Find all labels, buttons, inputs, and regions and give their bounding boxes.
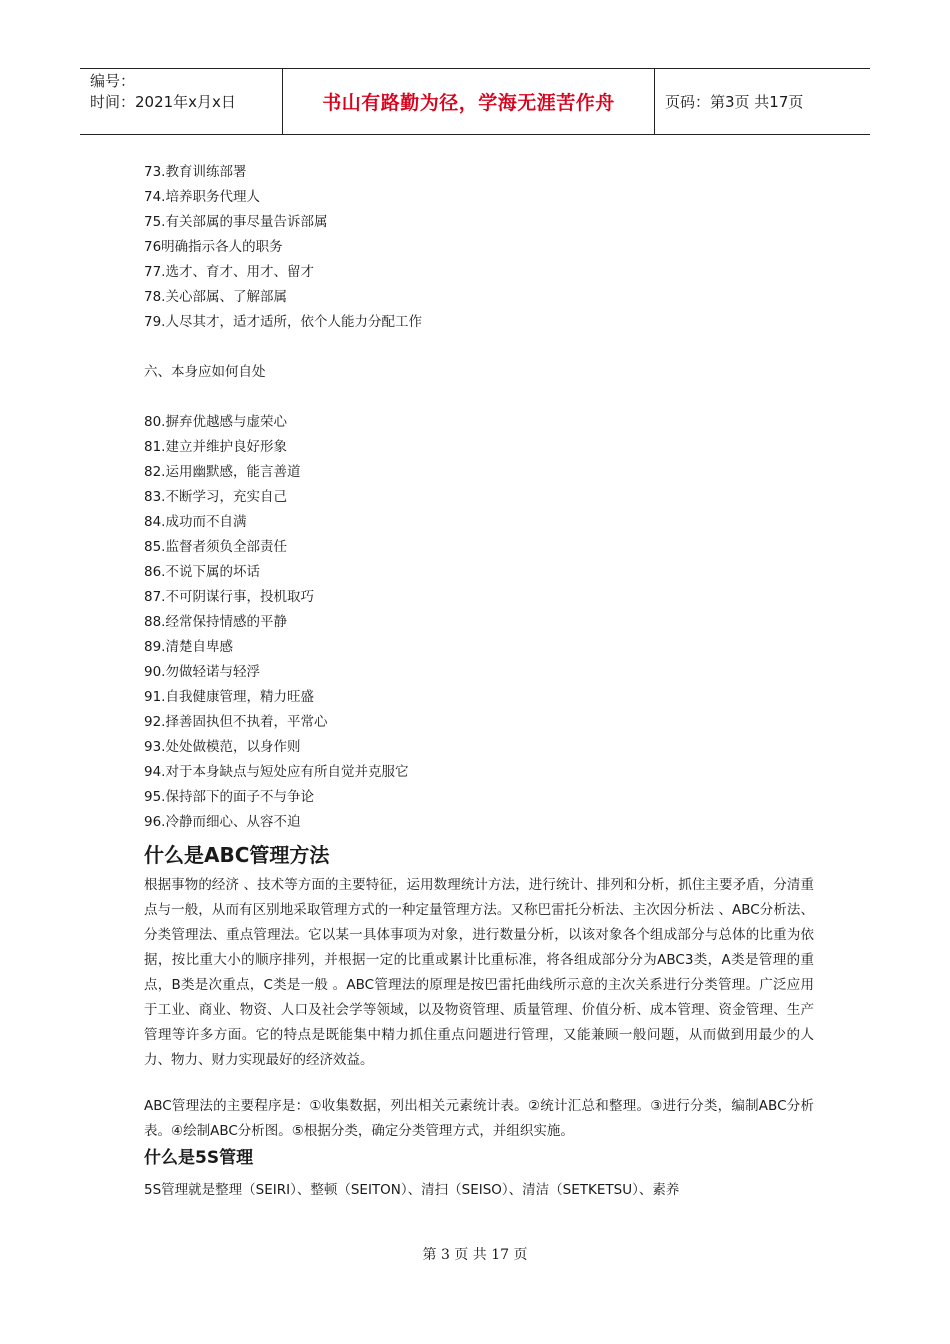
list-item: 92.择善固执但不执着，平常心	[144, 714, 328, 730]
list-item: 78.关心部属、了解部属	[144, 289, 287, 305]
list-item: 73.教育训练部署	[144, 164, 247, 180]
list-item: 77.选才、育才、用才、留才	[144, 264, 314, 280]
list-item: 84.成功而不自满	[144, 514, 247, 530]
list-item: 76明确指示各人的职务	[144, 239, 283, 255]
document-date-label: 时间：2021年x月x日	[90, 93, 236, 111]
list-item: 79.人尽其才，适才适所，依个人能力分配工作	[144, 314, 422, 330]
list-item: 82.运用幽默感，能言善道	[144, 464, 301, 480]
list-item: 90.勿做轻诺与轻浮	[144, 664, 260, 680]
fives-paragraph: 5S管理就是整理（SEIRI）、整顿（SEITON）、清扫（SEISO）、清洁（SETKETSU）、素养	[144, 1182, 680, 1198]
abc-section-title: 什么是ABC管理方法	[144, 843, 330, 867]
list-item: 80.摒弃优越感与虚荣心	[144, 414, 287, 430]
list-item: 94.对于本身缺点与短处应有所自觉并克服它	[144, 764, 409, 780]
list-item: 87.不可阴谋行事，投机取巧	[144, 589, 314, 605]
list-item: 95.保持部下的面子不与争论	[144, 789, 314, 805]
list-management-items	[144, 160, 814, 335]
list-item: 81.建立并维护良好形象	[144, 439, 287, 455]
fives-section-title: 什么是5S管理	[144, 1148, 254, 1168]
list-item: 75.有关部属的事尽量告诉部属	[144, 214, 328, 230]
list-item: 89.清楚自卑感	[144, 639, 233, 655]
header-motto-cell	[283, 69, 655, 134]
document-body	[144, 160, 814, 1203]
list-item: 91.自我健康管理，精力旺盛	[144, 689, 314, 705]
list-item: 83.不断学习，充实自己	[144, 489, 287, 505]
list-item: 85.监督者须负全部责任	[144, 539, 287, 555]
page-footer: 第 3 页 共 17 页	[422, 1247, 528, 1263]
header-page-cell	[655, 69, 870, 134]
header-meta	[80, 69, 283, 134]
list-item: 74.培养职务代理人	[144, 189, 260, 205]
header-page-number: 页码：第3页 共17页	[665, 93, 804, 111]
header-motto: 书山有路勤为径，学海无涯苦作舟	[322, 92, 615, 114]
document-number-label: 编号：	[90, 72, 136, 90]
list-item: 86.不说下属的坏话	[144, 564, 260, 580]
list-self-conduct-items	[144, 410, 814, 835]
page-header	[80, 68, 870, 135]
abc-paragraph-procedure: ABC管理法的主要程序是：①收集数据，列出相关元素统计表。②统计汇总和整理。③进行分类，编制ABC分析表。④绘制ABC分析图。⑤根据分类，确定分类管理方式，并组织实施。	[144, 1098, 814, 1139]
section-heading-six: 六、本身应如何自处	[144, 364, 266, 380]
list-item: 96.冷静而细心、从容不迫	[144, 814, 301, 830]
list-item: 93.处处做模范，以身作则	[144, 739, 301, 755]
list-item: 88.经常保持情感的平静	[144, 614, 287, 630]
abc-paragraph-definition: 根据事物的经济 、技术等方面的主要特征，运用数理统计方法，进行统计、排列和分析，抓住主要矛盾，分清重点与一般，从而有区别地采取管理方式的一种定量管理方法。又称巴雷托分析法、主次因分析法 、ABC分析法、分类管理法、重点管理法。它以某一具体事项为对象，进行数量分析，以该对象各个组成部分与总体的比重为依据，按比重大小的顺序排列，并根据一定的比重或累计比重标准，将各组成部分分为ABC3类，A类是管理的重点，B类是次重点，C类是一般 。ABC管理法的原理是按巴雷托曲线所示意的主次关系进行分类管理。广泛应用于工业、商业、物资、人口及社会学等领域，以及物资管理、质量管理、价值分析、成本管理、资金管理、生产管理等许多方面。它的特点是既能集中精力抓住重点问题进行管理，又能兼顾一般问题，从而做到用最少的人力、物力、财力实现最好的经济效益。	[144, 877, 814, 1068]
